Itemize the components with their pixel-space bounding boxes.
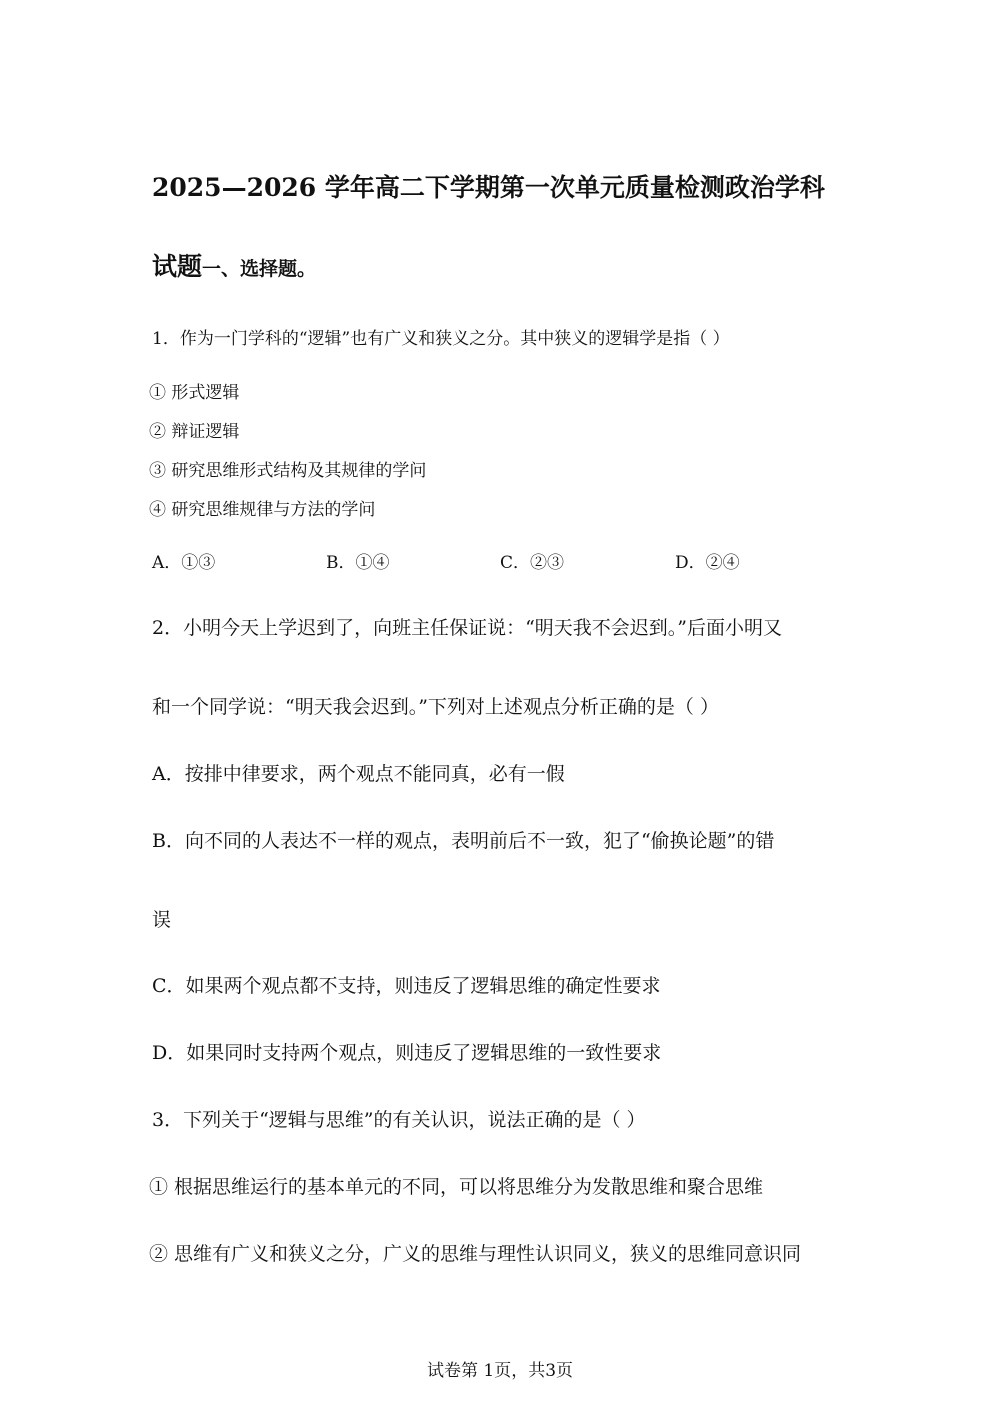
question-1-option-c: C．②③ — [500, 553, 565, 573]
question-2-option-a: A．按排中律要求，两个观点不能同真，必有一假 — [152, 763, 565, 785]
question-2-stem-line-1: 2．小明今天上学迟到了，向班主任保证说：“明天我不会迟到。”后面小明又 — [152, 617, 783, 639]
question-1-item-3: ③ 研究思维形式结构及其规律的学问 — [149, 461, 427, 481]
question-1-item-2: ② 辩证逻辑 — [149, 422, 240, 442]
question-2-option-c: C．如果两个观点都不支持，则违反了逻辑思维的确定性要求 — [152, 975, 661, 997]
question-1-option-a: A．①③ — [152, 553, 216, 573]
question-1-item-4: ④ 研究思维规律与方法的学问 — [149, 500, 376, 520]
section-heading — [152, 247, 316, 283]
question-3-item-2: ② 思维有广义和狭义之分，广义的思维与理性认识同义，狭义的思维同意识同 — [149, 1243, 802, 1265]
question-1-stem: 1．作为一门学科的“逻辑”也有广义和狭义之分。其中狭义的逻辑学是指（ ） — [152, 329, 730, 349]
section-heading-rest: 一、选择题。 — [202, 258, 317, 280]
question-2-option-b-line-1: B．向不同的人表达不一样的观点，表明前后不一致，犯了“偷换论题”的错 — [152, 830, 775, 852]
question-1-item-1: ① 形式逻辑 — [149, 383, 240, 403]
question-2-option-d: D．如果同时支持两个观点，则违反了逻辑思维的一致性要求 — [152, 1042, 662, 1064]
question-2-stem-line-2: 和一个同学说：“明天我会迟到。”下列对上述观点分析正确的是（ ） — [152, 696, 719, 718]
question-1-option-d: D．②④ — [675, 553, 740, 573]
page-footer: 试卷第 1页，共3页 — [426, 1361, 574, 1381]
question-3-item-1: ① 根据思维运行的基本单元的不同，可以将思维分为发散思维和聚合思维 — [149, 1176, 764, 1198]
section-heading-lead: 试题 — [152, 252, 203, 281]
exam-title: 2025—2026 学年高二下学期第一次单元质量检测政治学科 — [152, 173, 825, 202]
question-2-option-b-line-2: 误 — [152, 909, 172, 931]
question-3-stem: 3．下列关于“逻辑与思维”的有关认识，说法正确的是（ ） — [152, 1109, 646, 1131]
question-1-option-b: B．①④ — [326, 553, 390, 573]
